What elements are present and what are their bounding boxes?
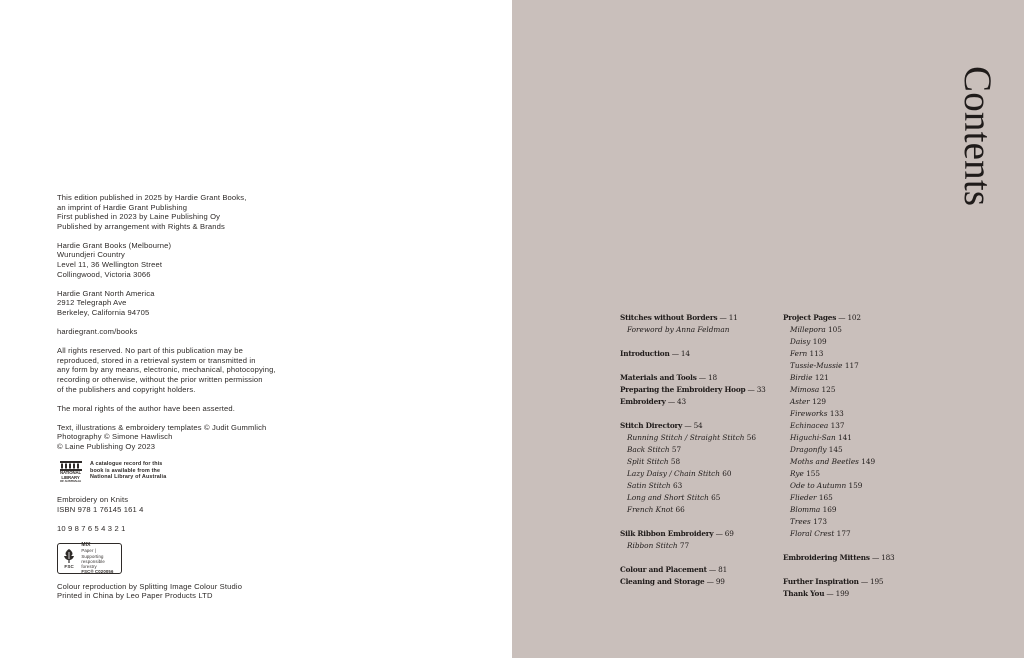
toc-page-number: 145 [826,445,843,454]
toc-subsection-entry [783,397,826,407]
toc-page-number: 66 [673,505,685,514]
toc-entry-title: Embroidering Mittens [783,553,870,562]
toc-entry-title: Silk Ribbon Embroidery [620,529,714,538]
toc-section-entry [783,589,849,599]
print-line-block [57,524,317,534]
toc-page-number: 58 [668,457,681,466]
imprint-line: Embroidery on Knits [57,494,129,504]
toc-subsection-entry [783,481,862,491]
toc-section-entry [620,397,686,407]
production-block [57,582,317,601]
fsc-line: Paper | Supporting [81,548,104,559]
fsc-logo-badge [57,543,122,574]
contents-title [957,66,997,236]
imprint-line: Hardie Grant North America [57,288,155,298]
toc-entry-title: Running Stitch / Straight Stitch [627,433,745,442]
toc-subsection-entry [783,505,837,515]
imprint-line: Level 11, 36 Wellington Street [57,260,163,270]
toc-entry-title: Rye [790,469,804,478]
toc-entry-title: Fireworks [790,409,828,418]
toc-subsection-entry [620,325,729,335]
melbourne-address [57,241,317,279]
toc-subsection-entry [620,433,756,443]
toc-entry-title: Aster [790,397,810,406]
toc-page-number: 117 [842,361,859,370]
toc-subsection-entry [783,349,823,359]
toc-section-entry [620,577,725,587]
imprint-line: Wurundjeri Country [57,250,125,260]
toc-page-number: 133 [827,409,844,418]
toc-entry-title: Echinacea [790,421,829,430]
toc-entry-title: Lazy Daisy / Chain Stitch [627,469,720,478]
toc-page-number: 155 [803,469,821,478]
toc-subsection-entry [783,361,859,371]
nla-catalogue-notice [57,461,317,486]
contents-page [512,0,1024,658]
toc-entry-title: Preparing the Embroidery Hoop [620,385,746,394]
toc-page-number: 159 [846,481,863,490]
imprint-line: ISBN 978 1 76145 161 4 [57,504,144,514]
imprint-line: Photography © Simone Hawlisch [57,432,173,442]
toc-entry-title: Thank You [783,589,825,598]
website-text: hardiegrant.com/books [57,327,138,337]
toc-page-number: 137 [828,421,845,430]
fsc-mix: MIX [81,542,91,549]
toc-section-entry [620,373,717,383]
toc-page-number: — 99 [704,577,725,586]
toc-page-number: 65 [708,493,721,502]
toc-entry-title: Birdie [790,373,813,382]
imprint-line: Printed in China by Leo Paper Products LTD [57,591,213,601]
toc-page-number: — 18 [696,373,717,382]
print-line: 10 9 8 7 6 5 4 3 2 1 [57,523,126,533]
toc-subsection-entry [783,445,843,455]
imprint-line: All rights reserved. No part of this publication may be [57,346,243,356]
toc-subsection-entry [620,541,689,551]
imprint-line: Hardie Grant Books (Melbourne) [57,240,172,250]
toc-page-number: — 81 [706,565,728,574]
toc-entry-title: Back Stitch [627,445,670,454]
toc-subsection-entry [783,337,827,347]
toc-section-entry [620,529,734,539]
toc-page-number: — 14 [669,349,690,358]
toc-page-number: 63 [670,481,683,490]
toc-page-number: 173 [810,517,827,526]
toc-subsection-entry [783,469,820,479]
toc-entry-title: Flieder [790,493,817,502]
nla-logo-icon [57,461,84,486]
toc-subsection-entry [783,457,875,467]
toc-page-number: 129 [809,397,827,406]
toc-page-number: — 69 [713,529,734,538]
rights-block [57,346,317,394]
toc-page-number: 121 [812,373,829,382]
toc-subsection-entry [783,493,833,503]
imprint-line: an imprint of Hardie Grant Publishing [57,202,188,212]
toc-subsection-entry [620,457,680,467]
fsc-label: FSC [64,563,74,569]
toc-entry-title: Introduction [620,349,670,358]
moral-rights-text: The moral rights of the author have been asserted. [57,403,236,413]
toc-subsection-entry [783,325,842,335]
toc-subsection-entry [620,469,732,479]
toc-page-number: 56 [744,433,757,442]
toc-subsection-entry [620,505,685,515]
toc-entry-title: Stitch Directory [620,421,683,430]
book-info-block [57,495,317,514]
toc-entry-title: Ode to Autumn [790,481,847,490]
toc-page-number: — 102 [836,313,861,322]
nla-logo-text: LIBRARY [61,474,80,480]
toc-section-entry [620,385,766,395]
toc-subsection-entry [620,445,681,455]
toc-page-number: 141 [835,433,852,442]
toc-page-number: 177 [834,529,851,538]
toc-entry-title: Dragonfly [790,445,827,454]
toc-entry-title: Project Pages [783,313,837,322]
toc-entry-title: Split Stitch [627,457,669,466]
fsc-text [81,542,118,574]
fsc-line: responsible forestry [81,558,105,569]
toc-page-number: 105 [825,325,842,334]
toc-section-entry [783,577,883,587]
toc-entry-title: Ribbon Stitch [627,541,678,550]
toc-page-number: 60 [719,469,732,478]
toc-page-number: — 54 [682,421,703,430]
north-america-address [57,289,317,318]
toc-page-number: 125 [819,385,836,394]
toc-entry-title: Cleaning and Storage [620,577,705,586]
toc-subsection-entry [620,493,720,503]
imprint-line: recording or otherwise, without the prior written permission [57,374,263,384]
toc-entry-title: Blomma [790,505,821,514]
imprint-line: This edition published in 2025 by Hardie Grant Books, [57,193,247,202]
toc-page-number: 149 [858,457,876,466]
imprint-line: any form by any means, electronic, mechanical, photocopying, [57,365,276,375]
toc-page-number: 57 [669,445,682,454]
toc-entry-title: Embroidery [620,397,666,406]
fsc-tree-icon [61,548,77,569]
imprint-line: Published by arrangement with Rights & Brands [57,221,225,231]
toc-section-entry [620,313,738,323]
credits-block [57,423,317,452]
moral-rights-block [57,404,317,414]
toc-entry-title: Long and Short Stitch [627,493,709,502]
imprint-line: reproduced, stored in a retrieval system or transmitted in [57,355,256,365]
imprint-block [57,193,317,601]
toc-page-number: 113 [807,349,824,358]
toc-subsection-entry [620,481,682,491]
toc-page-number: — 43 [665,397,686,406]
toc-entry-title: Moths and Beetles [790,457,859,466]
toc-entry-title: Colour and Placement [620,565,707,574]
toc-entry-title: Stitches without Borders [620,313,718,322]
toc-page-number: 169 [820,505,837,514]
imprint-line: Collingwood, Victoria 3066 [57,269,151,279]
toc-page-number: 77 [677,541,690,550]
nla-logo-text: OF AUSTRALIA [59,479,82,484]
toc-subsection-entry [783,517,827,527]
toc-subsection-entry [783,373,829,383]
toc-entry-title: Further Inspiration [783,577,859,586]
toc-page-number: — 195 [858,577,884,586]
toc-entry-title: Trees [790,517,811,526]
toc-page-number: 109 [810,337,827,346]
toc-entry-title: French Knot [627,505,674,514]
toc-entry-title: Fern [790,349,808,358]
toc-page-number: — 33 [745,385,766,394]
imprint-line: of the publishers and copyright holders. [57,384,196,394]
toc-entry-title: Millepora [790,325,826,334]
toc-section-entry [620,421,702,431]
toc-subsection-entry [783,529,851,539]
toc-entry-title: Mimosa [790,385,820,394]
toc-subsection-entry [783,433,852,443]
imprint-line: 2912 Telegraph Ave [57,298,127,308]
fsc-code: FSC® C020056 [81,569,114,575]
toc-entry-title: Higuchi-San [790,433,836,442]
imprint-line: Colour reproduction by Splitting Image Colour Studio [57,581,243,591]
contents-title-text: Contents [956,66,999,207]
imprint-line: Berkeley, California 94705 [57,307,150,317]
toc-page-number: — 183 [869,553,895,562]
toc-entry-title: Satin Stitch [627,481,671,490]
toc-entry-title: Daisy [790,337,811,346]
nla-catalogue-text: A catalogue record for this book is available from the National Library of Australia [90,460,167,481]
toc-subsection-entry [783,409,844,419]
toc-entry-title: Tussie-Mussie [790,361,843,370]
toc-entry-title: Floral Crest [790,529,835,538]
imprint-line: Text, illustrations & embroidery templates © Judit Gummlich [57,422,267,432]
toc-subsection-entry [783,385,835,395]
toc-entry-title: Materials and Tools [620,373,697,382]
toc-section-entry [620,349,690,359]
toc-section-entry [783,553,895,563]
toc-page-number: — 11 [717,313,738,322]
toc-section-entry [783,313,861,323]
toc-page-number: — 199 [824,589,849,598]
toc-page-number: 165 [816,493,833,502]
toc-entry-title: Foreword by Anna Feldman [627,325,730,334]
toc-subsection-entry [783,421,845,431]
toc-section-entry [620,565,727,575]
imprint-line: © Laine Publishing Oy 2023 [57,441,156,451]
edition-block [57,193,317,231]
imprint-line: First published in 2023 by Laine Publishing Oy [57,212,221,222]
website-block [57,327,317,337]
nla-logo-text: NATIONAL [59,469,82,475]
